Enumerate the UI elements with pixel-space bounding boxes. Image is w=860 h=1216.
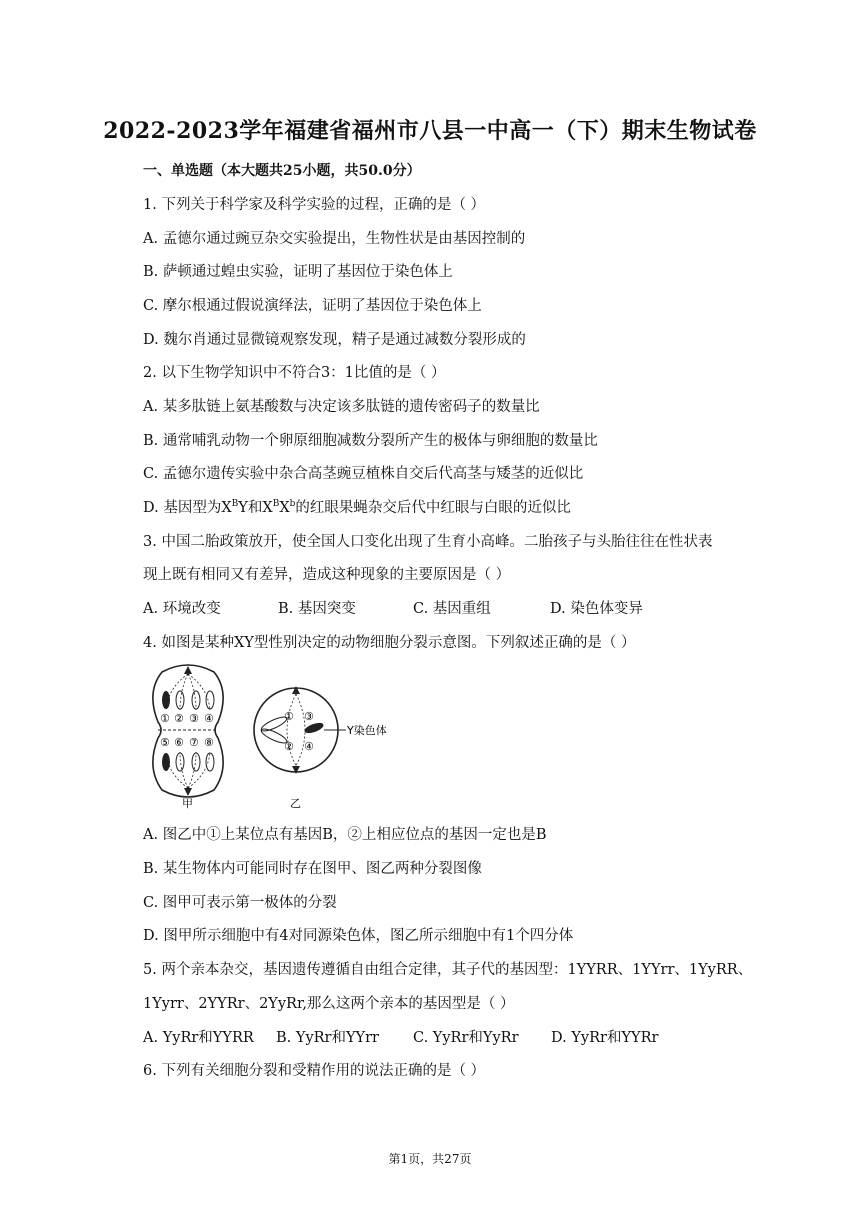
q3-option-d: D. 染色体变异 bbox=[550, 601, 643, 617]
q2-option-d: D. 基因型为$X^BY$和$X^BX^b$的红眼果蝇杂交后代中红眼与白眼的近似比 bbox=[143, 499, 571, 516]
fig-a-num-8: ⑧ bbox=[204, 736, 214, 749]
fig-a-label: 甲 bbox=[182, 797, 193, 810]
page-footer: 第1页，共27页 bbox=[388, 1152, 472, 1166]
q3-option-a: A. 环境改变 bbox=[143, 601, 221, 617]
q2-option-a: A. 某多肽链上氨基酸数与决定该多肽链的遗传密码子的数量比 bbox=[143, 399, 540, 415]
fig-a-num-7: ⑦ bbox=[189, 736, 199, 749]
q5-option-a: A. YyRr和YYRR bbox=[143, 1030, 254, 1046]
fig-b-label: 乙 bbox=[290, 797, 301, 810]
fig-a-num-5: ⑤ bbox=[160, 736, 170, 749]
q3-stem-line2: 现上既有相同又有差异，造成这种现象的主要原因是（ ） bbox=[143, 567, 511, 583]
q3-option-b: B. 基因突变 bbox=[278, 601, 356, 617]
q5-option-c: C. YyRr和YyRr bbox=[413, 1030, 519, 1046]
fig-b-num-1: ① bbox=[284, 710, 294, 723]
q2-option-c: C. 孟德尔遗传实验中杂合高茎豌豆植株自交后代高茎与矮茎的近似比 bbox=[143, 466, 584, 482]
page-title: 2022-2023学年福建省福州市八县一中高一（下）期末生物试卷 bbox=[103, 118, 757, 144]
q4-option-c: C. 图甲可表示第一极体的分裂 bbox=[143, 895, 337, 911]
q5-options bbox=[143, 1026, 658, 1047]
fig-b-num-3: ③ bbox=[304, 710, 314, 723]
cell-division-figure bbox=[138, 660, 398, 810]
q4-option-b: B. 某生物体内可能同时存在图甲、图乙两种分裂图像 bbox=[143, 861, 482, 877]
q1-option-a: A. 孟德尔通过豌豆杂交实验提出，生物性状是由基因控制的 bbox=[143, 231, 526, 247]
fig-a-num-2: ② bbox=[174, 712, 184, 725]
fig-a-num-1: ① bbox=[160, 712, 170, 725]
fig-a-num-3: ③ bbox=[189, 712, 199, 725]
q5-option-d: D. YyRr和YYRr bbox=[551, 1030, 659, 1046]
q1-option-d: D. 魏尔肖通过显微镜观察发现，精子是通过减数分裂形成的 bbox=[143, 332, 526, 348]
q2-stem: 2. 以下生物学知识中不符合3：1比值的是（ ） bbox=[143, 365, 446, 381]
fig-b-num-2: ② bbox=[284, 740, 294, 753]
q4-stem: 4. 如图是某种XY型性别决定的动物细胞分裂示意图。下列叙述正确的是（ ） bbox=[143, 635, 636, 651]
q1-option-b: B. 萨顿通过蝗虫实验，证明了基因位于染色体上 bbox=[143, 264, 453, 280]
fig-a-num-4: ④ bbox=[204, 712, 214, 725]
q1-option-c: C. 摩尔根通过假说演绎法，证明了基因位于染色体上 bbox=[143, 298, 482, 314]
q2-option-b: B. 通常哺乳动物一个卵原细胞减数分裂所产生的极体与卵细胞的数量比 bbox=[143, 433, 598, 449]
q4-option-d: D. 图甲所示细胞中有4对同源染色体，图乙所示细胞中有1个四分体 bbox=[143, 928, 574, 944]
q3-options bbox=[143, 597, 643, 618]
q3-option-c: C. 基因重组 bbox=[413, 601, 491, 617]
q5-option-b: B. YyRr和YYrr bbox=[276, 1030, 379, 1046]
q3-stem-line1: 3. 中国二胎政策放开，使全国人口变化出现了生育小高峰。二胎孩子与头胎往往在性状表 bbox=[143, 534, 713, 550]
fig-a-num-6: ⑥ bbox=[174, 736, 184, 749]
fig-y-label: Y染色体 bbox=[347, 724, 387, 737]
cell-division-diagram bbox=[138, 660, 398, 810]
q5-stem-line2: 1Yyrr、2YYRr、2YyRr,那么这两个亲本的基因型是（ ） bbox=[143, 996, 515, 1012]
q5-stem-line1: 5. 两个亲本杂交，基因遗传遵循自由组合定律，其子代的基因型：1YYRR、1YYrr、1YyRR、 bbox=[143, 962, 753, 978]
section-heading: 一、单选题（本大题共25小题，共50.0分） bbox=[143, 163, 421, 179]
q6-stem: 6. 下列有关细胞分裂和受精作用的说法正确的是（ ） bbox=[143, 1063, 486, 1079]
q1-stem: 1. 下列关于科学家及科学实验的过程，正确的是（ ） bbox=[143, 197, 486, 213]
q4-option-a: A. 图乙中①上某位点有基因B，②上相应位点的基因一定也是B bbox=[143, 827, 547, 843]
fig-b-num-4: ④ bbox=[304, 740, 314, 753]
